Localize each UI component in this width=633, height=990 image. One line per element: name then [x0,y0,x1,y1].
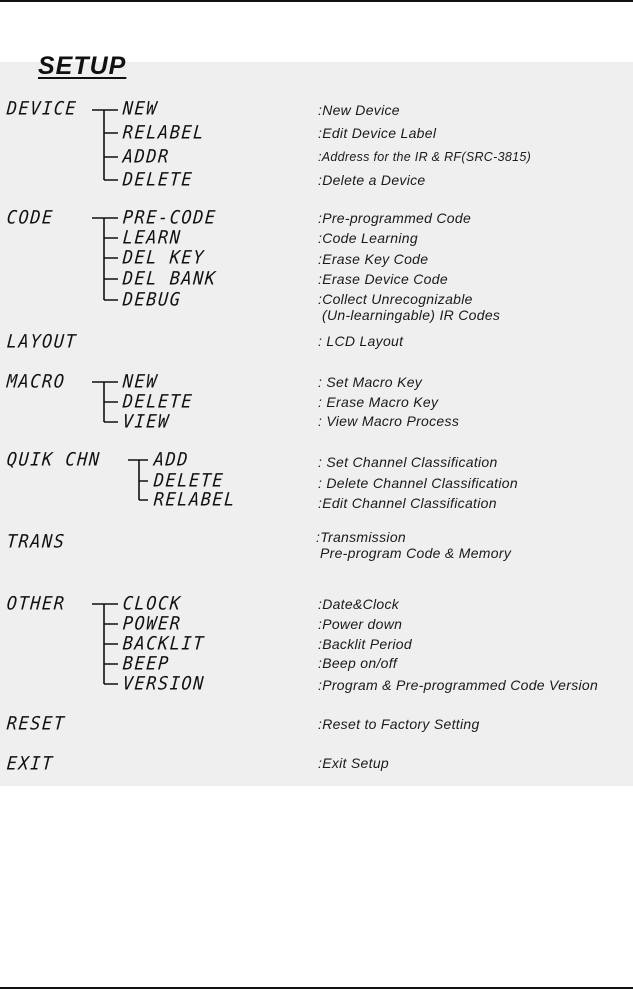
menu-macro[interactable]: MACRO [6,371,67,393]
quik-add[interactable]: ADD [153,449,190,471]
menu-trans[interactable]: TRANS [6,531,67,553]
quik-delete-desc: : Delete Channel Classification [318,475,518,491]
menu-reset[interactable]: RESET [6,713,67,735]
code-debug-desc-2: (Un-learningable) IR Codes [322,307,501,323]
device-relabel[interactable]: RELABEL [122,122,206,144]
quik-add-desc: : Set Channel Classification [318,454,498,470]
other-backlit[interactable]: BACKLIT [122,633,206,655]
code-debug-desc: :Collect Unrecognizable [318,291,473,307]
code-del-bank-desc: :Erase Device Code [318,271,448,287]
code-pre-code[interactable]: PRE-CODE [122,207,218,229]
other-power[interactable]: POWER [122,613,183,635]
exit-desc: :Exit Setup [318,755,390,771]
layout-desc: : LCD Layout [318,333,404,349]
menu-quik-chn[interactable]: QUIK CHN [6,449,102,471]
device-new[interactable]: NEW [122,98,159,120]
trans-desc-2: Pre-program Code & Memory [320,545,512,561]
menu-other[interactable]: OTHER [6,593,67,615]
other-version-desc: :Program & Pre-programmed Code Version [318,677,599,693]
other-clock-desc: :Date&Clock [318,596,400,612]
code-pre-code-desc: :Pre-programmed Code [318,210,472,226]
code-debug[interactable]: DEBUG [122,289,183,311]
menu-code[interactable]: CODE [6,207,55,229]
macro-new[interactable]: NEW [122,371,159,393]
device-addr-desc: :Address for the IR & RF(SRC-3815) [318,150,532,164]
device-new-desc: :New Device [318,102,400,118]
device-delete[interactable]: DELETE [122,169,194,191]
macro-delete-desc: : Erase Macro Key [318,394,439,410]
code-learn-desc: :Code Learning [318,230,418,246]
bottom-rule [0,987,633,989]
quik-relabel-desc: :Edit Channel Classification [318,495,497,511]
macro-view-desc: : View Macro Process [318,413,460,429]
code-learn[interactable]: LEARN [122,227,183,249]
macro-view[interactable]: VIEW [122,411,171,433]
other-beep[interactable]: BEEP [122,653,171,675]
other-clock[interactable]: CLOCK [122,593,183,615]
code-del-key[interactable]: DEL KEY [122,247,206,269]
other-power-desc: :Power down [318,616,403,632]
quik-relabel[interactable]: RELABEL [153,489,237,511]
trans-desc: :Transmission [316,529,406,545]
other-backlit-desc: :Backlit Period [318,636,412,652]
device-relabel-desc: :Edit Device Label [318,125,437,141]
other-version[interactable]: VERSION [122,673,206,695]
reset-desc: :Reset to Factory Setting [318,716,480,732]
menu-layout[interactable]: LAYOUT [6,331,78,353]
quik-delete[interactable]: DELETE [153,470,225,492]
other-beep-desc: :Beep on/off [318,655,398,671]
macro-new-desc: : Set Macro Key [318,374,423,390]
menu-exit[interactable]: EXIT [6,753,55,775]
menu-device[interactable]: DEVICE [6,98,78,120]
page-title: SETUP [38,52,127,80]
code-del-bank[interactable]: DEL BANK [122,268,218,290]
code-del-key-desc: :Erase Key Code [318,251,429,267]
device-delete-desc: :Delete a Device [318,172,426,188]
macro-delete[interactable]: DELETE [122,391,194,413]
device-addr[interactable]: ADDR [122,146,171,168]
top-rule [0,0,633,2]
